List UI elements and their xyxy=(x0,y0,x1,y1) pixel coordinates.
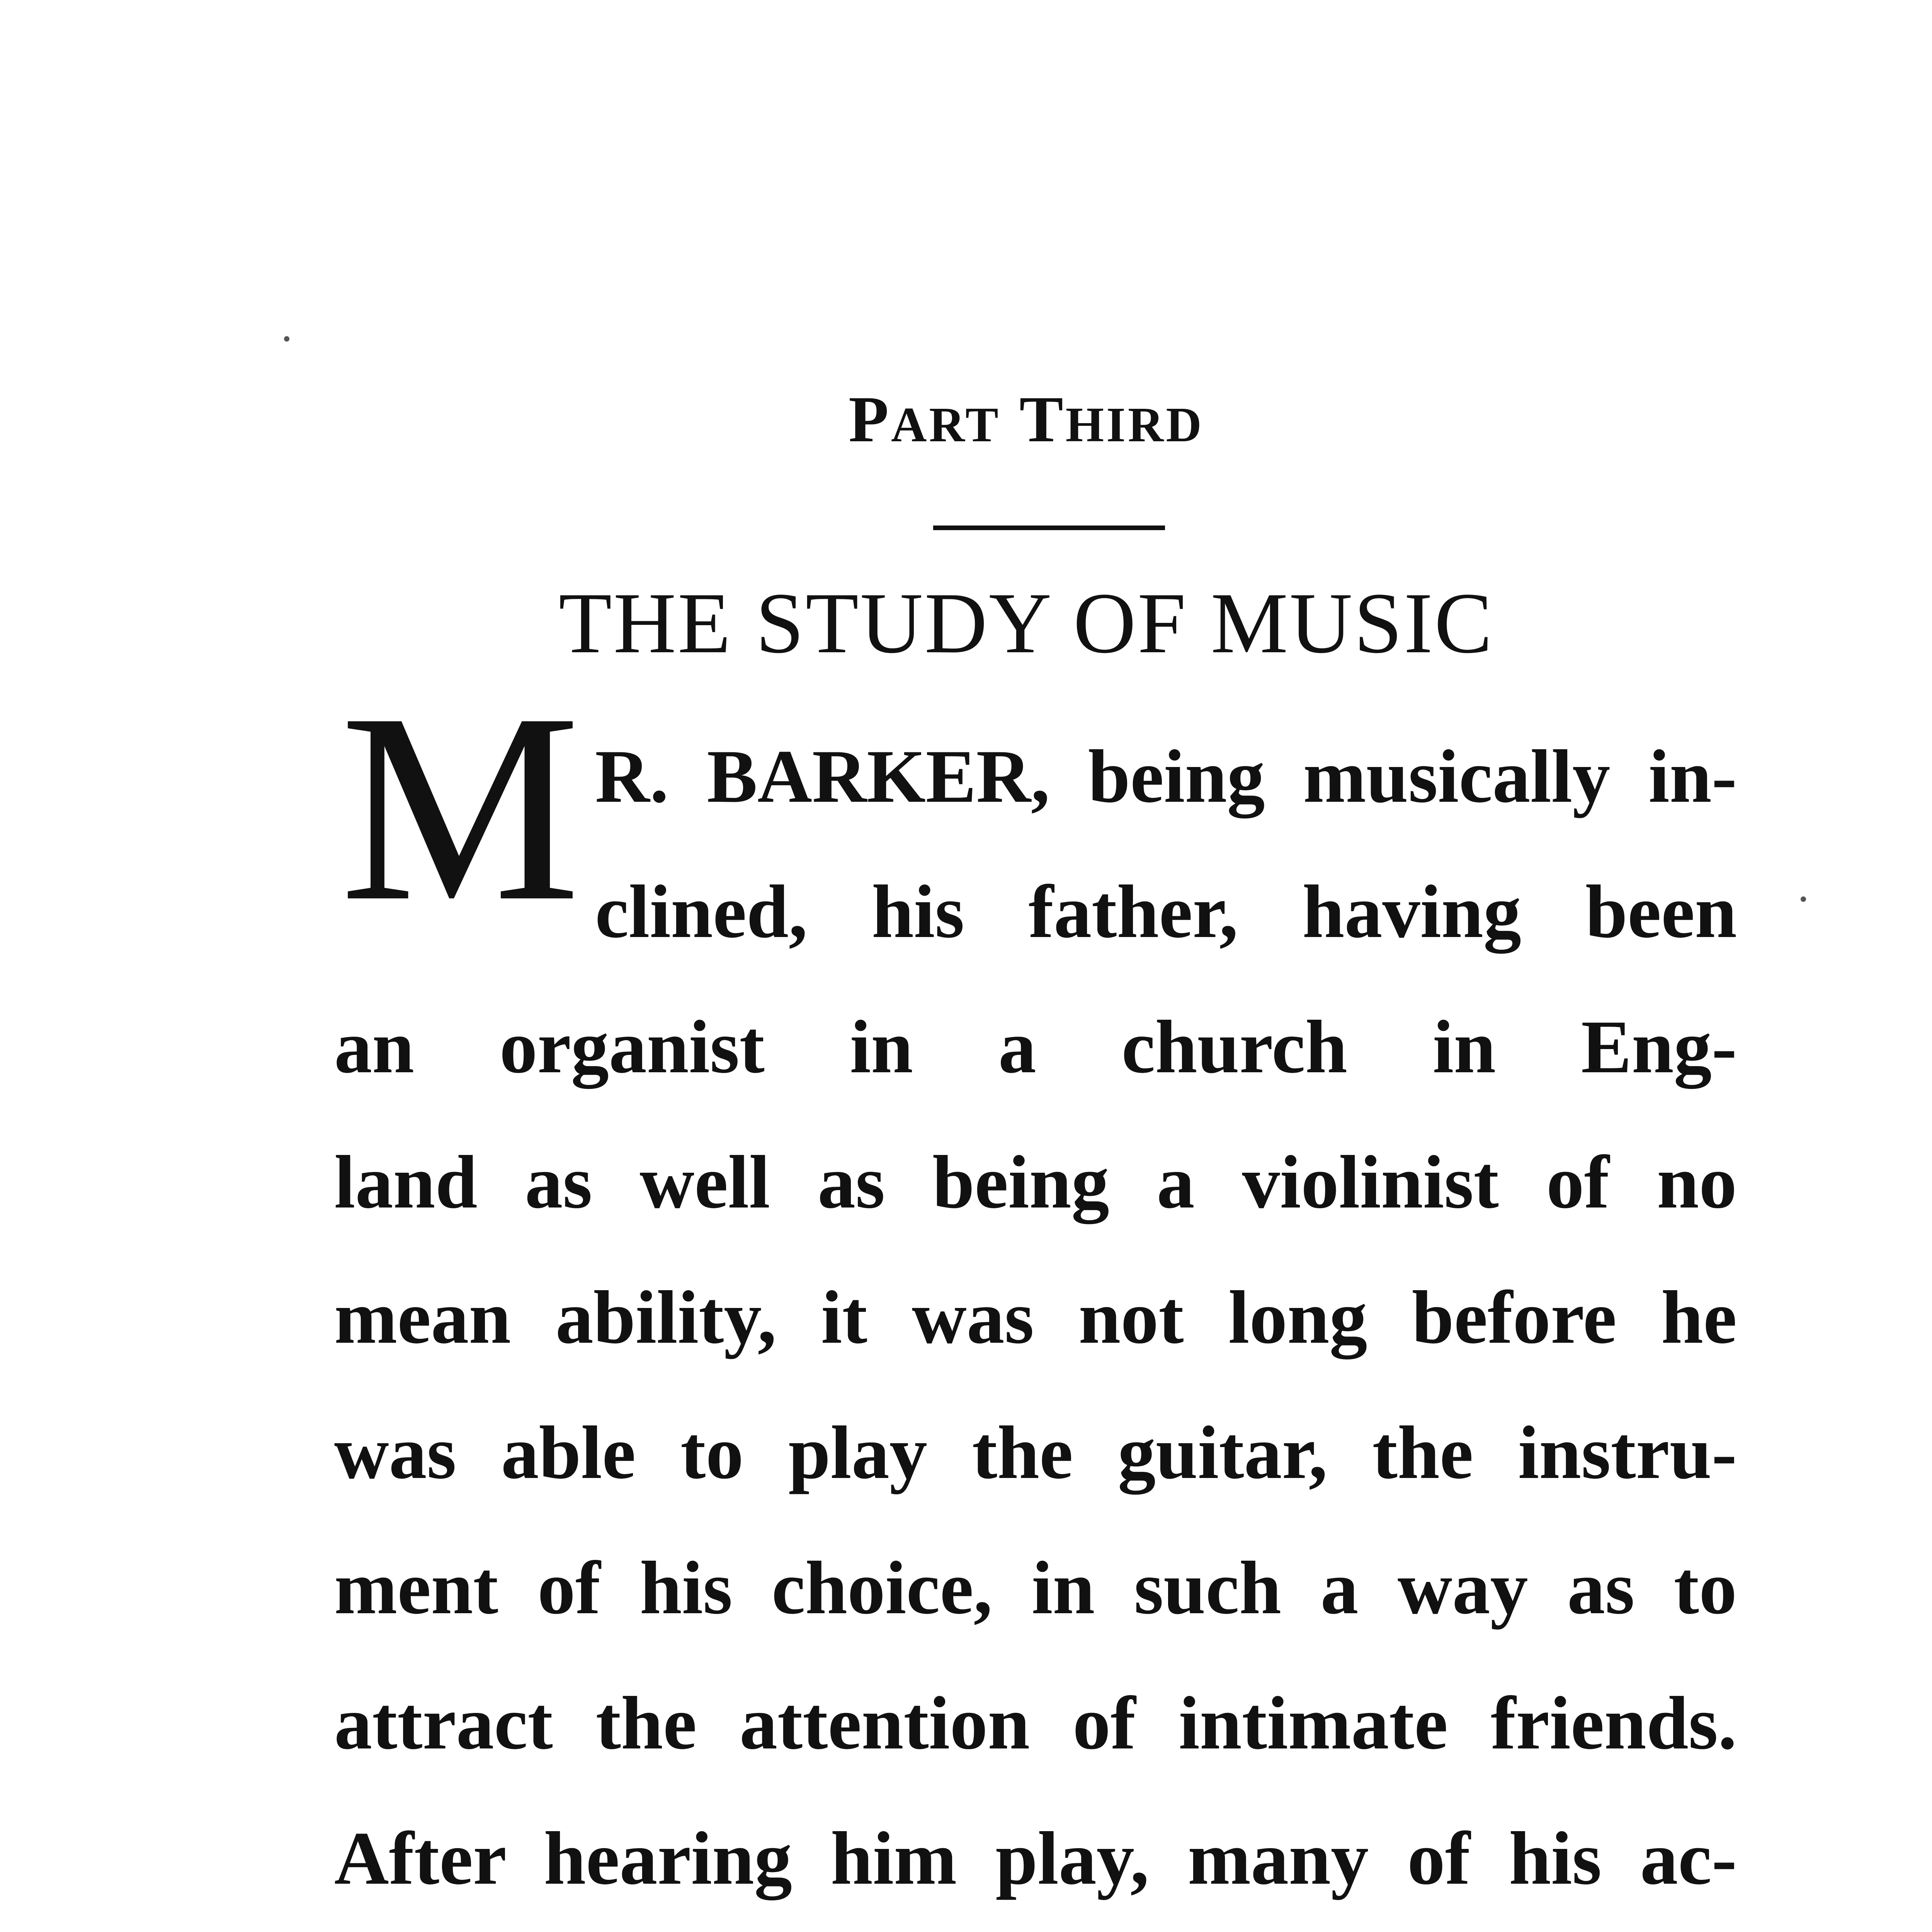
text-line: an organist in a church in Eng- xyxy=(334,1005,1737,1089)
heading-rule xyxy=(933,526,1165,530)
text-line: ment of his choice, in such a way as to xyxy=(334,1546,1737,1630)
drop-cap: M xyxy=(340,658,581,957)
text-line: was able to play the guitar, the instru- xyxy=(334,1411,1737,1495)
text-line: mean ability, it was not long before he xyxy=(334,1276,1737,1359)
part-word1-initial: P xyxy=(849,383,891,456)
paper-speck xyxy=(284,336,289,342)
text-line: After hearing him play, many of his ac- xyxy=(334,1816,1737,1900)
text-line: R. BARKER, being musically in- xyxy=(595,735,1737,818)
text-line: attract the attention of intimate friends. xyxy=(334,1681,1737,1765)
chapter-title: THE STUDY OF MUSIC xyxy=(558,575,1494,671)
part-heading xyxy=(0,383,1932,456)
text-line: clined, his father, having been xyxy=(595,870,1737,954)
paper-speck xyxy=(1801,896,1806,902)
part-word2-initial: T xyxy=(1019,383,1066,456)
text-line: land as well as being a violinist of no xyxy=(334,1140,1737,1224)
part-word1-rest: ART xyxy=(891,397,1001,452)
part-word2-rest: HIRD xyxy=(1065,397,1204,452)
